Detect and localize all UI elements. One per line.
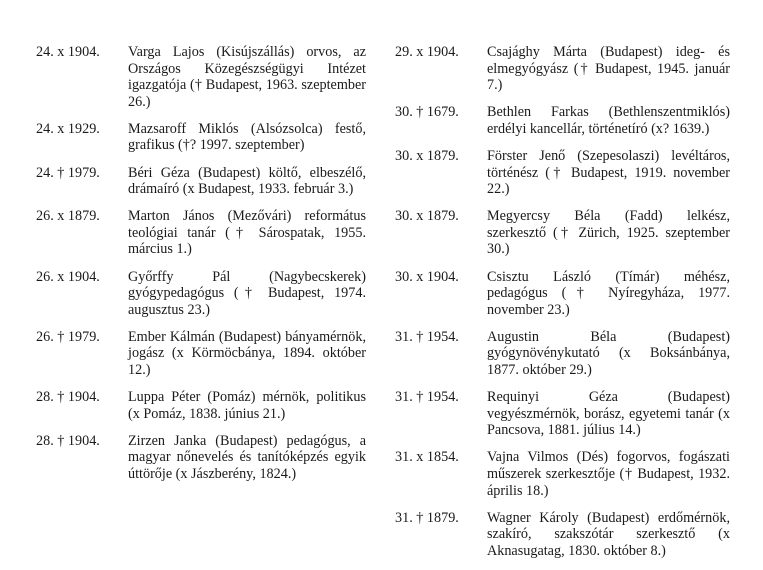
entry	[36, 208, 366, 258]
entry	[36, 269, 366, 319]
entry	[36, 165, 366, 198]
entry-date: 24. x 1904.	[36, 44, 100, 60]
entry-text: Varga Lajos (Kisújszállás) orvos, az Országos Közegészségügyi Intézet igazgatója († Budapest, 1963. szeptember 26.)	[128, 44, 366, 110]
entry-text: Requinyi Géza (Budapest) vegyészmérnök, borász, egyetemi tanár (x Pancsova, 1881. július 14.)	[487, 389, 730, 439]
entry	[36, 433, 366, 483]
entry-text: Béri Géza (Budapest) költő, elbeszélő, drámaíró (x Budapest, 1933. február 3.)	[128, 164, 366, 198]
entry	[395, 449, 730, 499]
entry-text: Ember Kálmán (Budapest) bányamérnök, jogász (x Körmöcbánya, 1894. október 12.)	[128, 328, 366, 378]
entry-date: 28. † 1904.	[36, 389, 100, 406]
entry-text: Vajna Vilmos (Dés) fogorvos, fogászati műszerek szerkesztője († Budapest, 1932. április 18.)	[487, 449, 730, 499]
entry-date: 26. † 1979.	[36, 328, 100, 345]
entry-text: Bethlen Farkas (Bethlenszentmiklós) erdélyi kancellár, történetíró (x? 1639.)	[487, 104, 730, 137]
entry	[395, 510, 730, 560]
entry-text: Csisztu László (Tímár) méhész, pedagógus († Nyíregyháza, 1977. november 23.)	[487, 268, 730, 318]
entry-text: Megyercsy Béla (Fadd) lelkész, szerkesztő († Zürich, 1925. szeptember 30.)	[487, 208, 730, 258]
entry	[36, 121, 366, 154]
entry-text: Mazsaroff Miklós (Alsózsolca) festő, grafikus (†? 1997. szeptember)	[128, 120, 366, 154]
entry-date: 30. x 1904.	[395, 268, 459, 285]
entry-date: 26. x 1904.	[36, 268, 100, 285]
entry	[395, 329, 730, 379]
entry-text: Wagner Károly (Budapest) erdőmérnök, szakíró, szakszótár szerkesztő (x Aknasugatag, 1830. október 8.)	[487, 509, 730, 559]
entry-text: Győrffy Pál (Nagybecskerek) gyógypedagógus († Budapest, 1974. augusztus 23.)	[128, 268, 366, 318]
entry-date: 31. x 1854.	[395, 449, 459, 466]
entry-date: 30. x 1879.	[395, 208, 459, 225]
entry-text: Augustin Béla (Budapest) gyógynövénykutató (x Boksánbánya, 1877. október 29.)	[487, 328, 730, 378]
entry	[36, 389, 366, 422]
entry	[36, 329, 366, 379]
entry	[395, 148, 730, 198]
entry	[395, 208, 730, 258]
left-column	[36, 44, 366, 493]
entry-date: 31. † 1879.	[395, 509, 459, 526]
entry	[395, 104, 730, 137]
entry-date: 30. x 1879.	[395, 147, 459, 164]
entry-text: Marton János (Mezővári) református teológiai tanár († Sárospatak, 1955. március 1.)	[128, 208, 366, 258]
entry-text: Förster Jenő (Szepesolaszi) levéltáros, történész († Budapest, 1919. november 22.)	[487, 147, 730, 198]
entry-text: Csajághy Márta (Budapest) ideg- és elmegyógyász († Budapest, 1945. január 7.)	[487, 44, 730, 94]
entry-date: 24. † 1979.	[36, 164, 100, 181]
entry	[395, 44, 730, 94]
entry	[395, 269, 730, 319]
entry-date: 26. x 1879.	[36, 208, 100, 225]
entry-date: 31. † 1954.	[395, 389, 459, 406]
entry-date: 28. † 1904.	[36, 432, 100, 449]
entry-date: 31. † 1954.	[395, 328, 459, 345]
entry-text: Luppa Péter (Pomáz) mérnök, politikus (x Pomáz, 1838. június 21.)	[128, 389, 366, 422]
right-column	[395, 44, 730, 570]
entry	[395, 389, 730, 439]
entry-text: Zirzen Janka (Budapest) pedagógus, a magyar nőnevelés és tanítóképzés egyik úttörője (x Jászberény, 1824.)	[128, 432, 366, 482]
entry-date: 30. † 1679.	[395, 104, 459, 121]
entry-date: 29. x 1904.	[395, 44, 459, 60]
entry	[36, 44, 366, 110]
entry-date: 24. x 1929.	[36, 120, 100, 137]
